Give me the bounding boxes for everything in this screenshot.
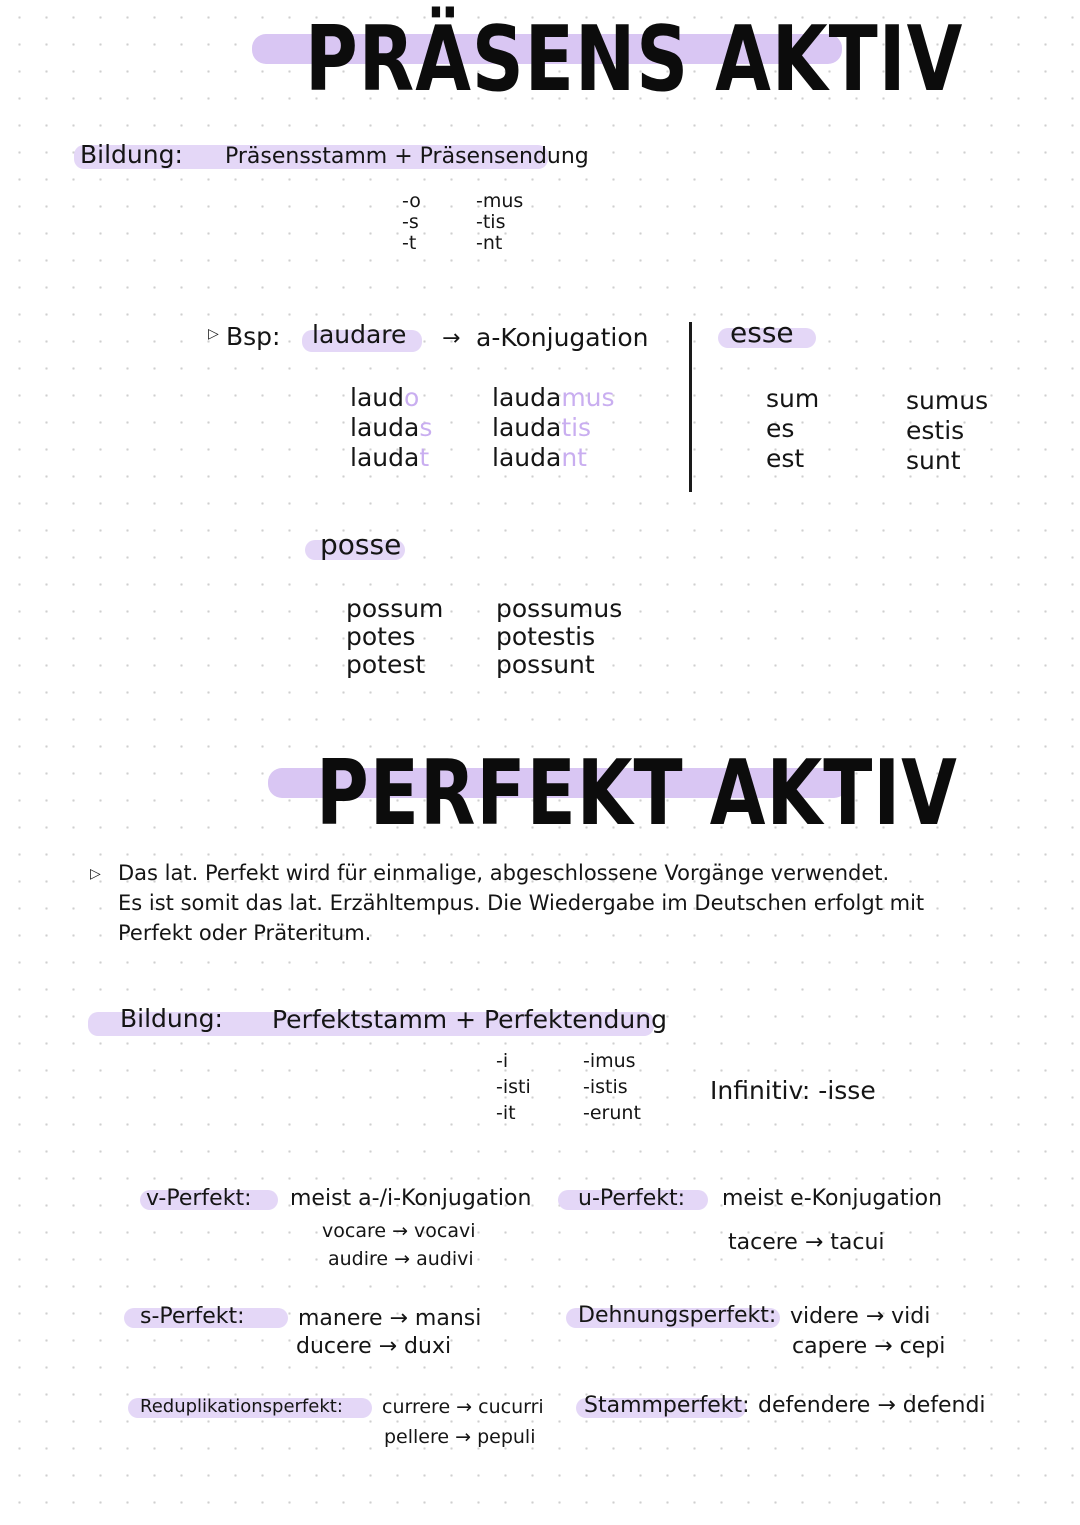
ending: -t — [402, 232, 417, 254]
conjugation-form: es — [766, 414, 795, 443]
intro-line: Perfekt oder Präteritum. — [118, 921, 372, 945]
stammperfekt-label: Stammperfekt: — [584, 1393, 750, 1418]
conjugation-form: est — [766, 444, 805, 473]
bildung-label: Bildung: — [80, 140, 183, 169]
dehnungsperfekt-label: Dehnungsperfekt: — [578, 1303, 777, 1328]
conjugation-form: laudamus — [492, 383, 615, 412]
bildung-formula: Perfektstamm + Perfektendung — [272, 1005, 667, 1034]
u-perfekt-note: meist e-Konjugation — [722, 1186, 943, 1211]
conjugation-form: laudas — [350, 413, 433, 442]
v-perfekt-example: vocare → vocavi — [322, 1220, 476, 1242]
intro-line: Das lat. Perfekt wird für einmalige, abgeschlossene Vorgänge verwendet. — [118, 861, 890, 885]
ending: -tis — [476, 211, 506, 233]
reduplikationsperfekt-example: pellere → pepuli — [384, 1426, 536, 1448]
ending: -mus — [476, 190, 524, 212]
s-perfekt-example: ducere → duxi — [296, 1334, 452, 1359]
conjugation-form: possum — [346, 594, 444, 623]
conjugation-form: sum — [766, 384, 820, 413]
ending: -it — [496, 1102, 516, 1124]
infinitiv-note: Infinitiv: -isse — [710, 1076, 876, 1105]
s-perfekt-label: s-Perfekt: — [140, 1304, 245, 1329]
dehnungsperfekt-example: capere → cepi — [792, 1334, 946, 1359]
u-perfekt-example: tacere → tacui — [728, 1230, 885, 1255]
stammperfekt-example: defendere → defendi — [758, 1393, 986, 1418]
page-title-praesens: PRÄSENS AKTIV — [305, 6, 964, 111]
reduplikationsperfekt-example: currere → cucurri — [382, 1396, 544, 1418]
ending: -s — [402, 211, 419, 233]
ending: -erunt — [583, 1102, 641, 1124]
dehnungsperfekt-example: videre → vidi — [790, 1304, 931, 1329]
intro-line: Es ist somit das lat. Erzähltempus. Die Wiedergabe im Deutschen erfolgt mit — [118, 891, 925, 915]
conjugation-form: laudant — [492, 443, 587, 472]
ending: -isti — [496, 1076, 531, 1098]
bsp-verb: laudare — [312, 320, 407, 349]
conjugation-form: possumus — [496, 594, 623, 623]
conjugation-form: laudat — [350, 443, 430, 472]
esse-label: esse — [730, 316, 794, 349]
arrow-icon: → — [442, 326, 461, 351]
v-perfekt-note: meist a-/i-Konjugation — [290, 1186, 532, 1211]
conjugation-form: laudo — [350, 383, 420, 412]
ending: -imus — [583, 1050, 636, 1072]
posse-label: posse — [320, 528, 402, 561]
reduplikationsperfekt-label: Reduplikationsperfekt: — [140, 1396, 343, 1417]
s-perfekt-example: manere → mansi — [298, 1306, 482, 1331]
conjugation-form: laudatis — [492, 413, 592, 442]
bildung-label: Bildung: — [120, 1004, 223, 1033]
ending: -nt — [476, 232, 503, 254]
v-perfekt-label: v-Perfekt: — [146, 1186, 252, 1211]
conjugation-form: possunt — [496, 650, 595, 679]
ending: -o — [402, 190, 421, 212]
conjugation-form: potes — [346, 622, 416, 651]
conjugation-form: potestis — [496, 622, 596, 651]
ending: -i — [496, 1050, 509, 1072]
conjugation-form: estis — [906, 416, 965, 445]
bsp-label: Bsp: — [226, 322, 281, 351]
divider-line — [689, 322, 692, 492]
conjugation-form: potest — [346, 650, 426, 679]
page-title-perfekt: PERFEKT AKTIV — [316, 740, 958, 845]
u-perfekt-label: u-Perfekt: — [578, 1186, 686, 1211]
conjugation-form: sunt — [906, 446, 961, 475]
bsp-konjugation: a-Konjugation — [476, 323, 649, 352]
triangle-bullet-icon: ▷ — [208, 326, 219, 342]
conjugation-form: sumus — [906, 386, 989, 415]
triangle-bullet-icon: ▷ — [90, 866, 101, 882]
perfekt-intro — [118, 858, 1058, 948]
bildung-formula: Präsensstamm + Präsensendung — [225, 144, 589, 169]
v-perfekt-example: audire → audivi — [328, 1248, 474, 1270]
ending: -istis — [583, 1076, 628, 1098]
